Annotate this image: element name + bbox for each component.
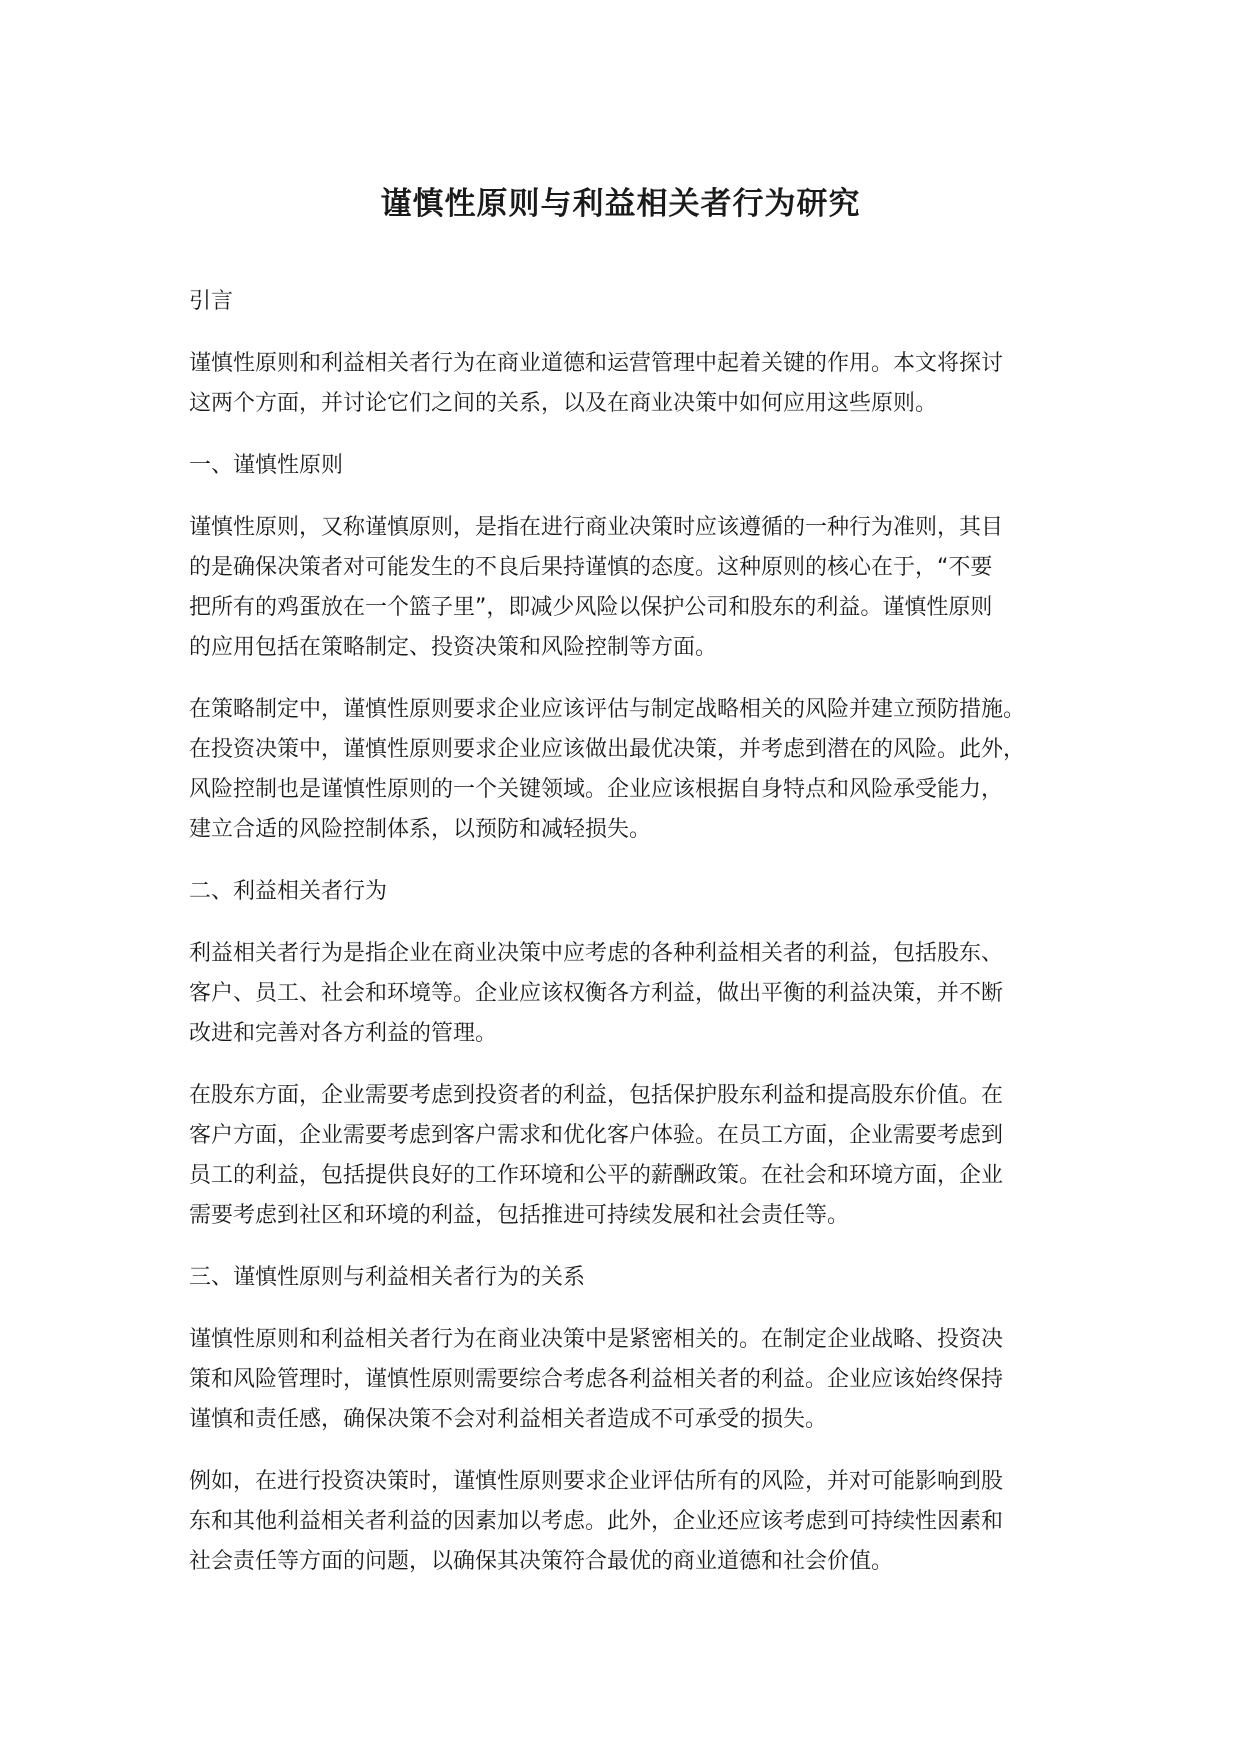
text-line: 在投资决策中，谨慎性原则要求企业应该做出最优决策，并考虑到潜在的风险。此外，	[189, 737, 1026, 762]
section-heading: 二、利益相关者行为	[189, 879, 388, 904]
section-heading: 引言	[189, 289, 234, 314]
text-line: 在股东方面，企业需要考虑到投资者的利益，包括保护股东利益和提高股东价值。在	[189, 1083, 1004, 1108]
paragraph	[189, 508, 1069, 668]
text-line: 建立合适的风险控制体系，以预防和减轻损失。	[189, 817, 652, 842]
text-line: 策和风险管理时，谨慎性原则需要综合考虑各利益相关者的利益。企业应该始终保持	[189, 1367, 1004, 1392]
text-line: 的是确保决策者对可能发生的不良后果持谨慎的态度。这种原则的核心在于，“不要	[189, 555, 993, 580]
page-title: 谨慎性原则与利益相关者行为研究	[380, 186, 861, 222]
text-line: 社会责任等方面的问题，以确保其决策符合最优的商业道德和社会价值。	[189, 1549, 894, 1574]
text-line: 谨慎性原则，又称谨慎原则，是指在进行商业决策时应该遵循的一种行为准则，其目	[189, 515, 1004, 540]
text-line: 员工的利益，包括提供良好的工作环境和公平的薪酬政策。在社会和环境方面，企业	[189, 1163, 1004, 1188]
text-line: 在策略制定中，谨慎性原则要求企业应该评估与制定战略相关的风险并建立预防措施。	[189, 697, 1026, 722]
text-line: 改进和完善对各方利益的管理。	[189, 1021, 498, 1046]
paragraph	[189, 690, 1069, 850]
section-heading: 三、谨慎性原则与利益相关者行为的关系	[189, 1265, 586, 1290]
text-line: 风险控制也是谨慎性原则的一个关键领域。企业应该根据自身特点和风险承受能力，	[189, 777, 1004, 802]
paragraph	[189, 1320, 1069, 1440]
paragraph	[189, 1462, 1069, 1582]
text-line: 谨慎和责任感，确保决策不会对利益相关者造成不可承受的损失。	[189, 1407, 828, 1432]
text-line: 利益相关者行为是指企业在商业决策中应考虑的各种利益相关者的利益，包括股东、	[189, 941, 1004, 966]
text-line: 东和其他利益相关者利益的因素加以考虑。此外，企业还应该考虑到可持续性因素和	[189, 1509, 1004, 1534]
text-line: 这两个方面，并讨论它们之间的关系，以及在商业决策中如何应用这些原则。	[189, 391, 938, 416]
text-line: 需要考虑到社区和环境的利益，包括推进可持续发展和社会责任等。	[189, 1203, 850, 1228]
text-line: 把所有的鸡蛋放在一个篮子里”，即减少风险以保护公司和股东的利益。谨慎性原则	[189, 595, 993, 620]
text-line: 例如，在进行投资决策时，谨慎性原则要求企业评估所有的风险，并对可能影响到股	[189, 1469, 1004, 1494]
document-body	[189, 282, 1069, 1604]
text-line: 的应用包括在策略制定、投资决策和风险控制等方面。	[189, 635, 718, 660]
section-heading: 一、谨慎性原则	[189, 453, 344, 478]
text-line: 谨慎性原则和利益相关者行为在商业道德和运营管理中起着关键的作用。本文将探讨	[189, 351, 1004, 376]
paragraph	[189, 344, 1069, 424]
paragraph	[189, 1076, 1069, 1236]
text-line: 谨慎性原则和利益相关者行为在商业决策中是紧密相关的。在制定企业战略、投资决	[189, 1327, 1004, 1352]
text-line: 客户方面，企业需要考虑到客户需求和优化客户体验。在员工方面，企业需要考虑到	[189, 1123, 1004, 1148]
paragraph	[189, 934, 1069, 1054]
text-line: 客户、员工、社会和环境等。企业应该权衡各方利益，做出平衡的利益决策，并不断	[189, 981, 1004, 1006]
